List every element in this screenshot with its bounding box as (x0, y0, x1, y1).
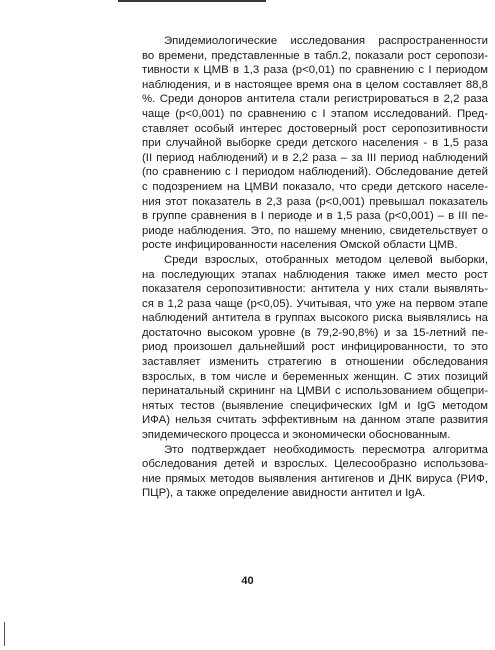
text-line: нятых тестов (выявление специфических IgM и IgG методом (142, 399, 488, 412)
text-line: перинатальный скрининг на ЦМВИ с использованием общепри- (142, 385, 488, 398)
text-line: %. Среди доноров антитела стали регистрироваться в 2,2 раза (142, 93, 488, 106)
text-line: показателя серопозитивности: антитела у них стали выявлять- (142, 283, 488, 296)
text-line: при случайной выборке среди детского населения - в 1,5 раза (142, 137, 488, 150)
text-line: росте инфицированности населения Омской области ЦМВ. (142, 239, 458, 252)
body-text (142, 34, 488, 501)
text-line: риоде наблюдения. Это, по нашему мнению, свидетельствует о (142, 224, 488, 237)
text-line: Среди взрослых, отобранных методом целевой выборки, (164, 253, 488, 266)
text-line: ся в 1,2 раза чаще (p<0,05). Учитывая, что уже на первом этапе (142, 297, 488, 310)
paragraph-2 (142, 253, 488, 443)
text-line: на последующих этапах наблюдения также имел место рост (142, 268, 488, 281)
text-line: ставляет особый интерес достоверный рост серопозитивности (142, 122, 488, 135)
scan-margin-mark (4, 622, 5, 646)
text-line: наблюдений антитела в группах высокого риска выявлялись на (142, 312, 488, 325)
page-number: 40 (241, 575, 254, 587)
text-line: тивности к ЦМВ в 1,3 раза (p<0,01) по сравнению с I периодом (142, 64, 488, 77)
text-line: (II период наблюдений) и в 2,2 раза – за III период наблюдений (142, 151, 488, 164)
text-line: взрослых, в том числе и беременных женщин. С этих позиций (142, 370, 488, 383)
paragraph-1 (142, 34, 488, 253)
text-line: Эпидемиологические исследования распространенности (164, 35, 488, 47)
text-line: достаточно высоком уровне (в 79,2-90,8%) и за 15-летний пе- (142, 326, 488, 339)
text-line: в группе сравнения в I периоде и в 1,5 раза (p<0,001) – в III пе- (142, 210, 488, 223)
text-line: ИФА) нельзя считать эффективным на данном этапе развития (142, 414, 488, 427)
top-rule (118, 0, 266, 2)
text-line: (по сравнению с I периодом наблюдений). Обследование детей (142, 166, 488, 179)
paragraph-3 (142, 443, 488, 501)
text-line: Это подтверждает необходимость пересмотра алгоритма (164, 443, 488, 456)
text-line: наблюдения, и в настоящее время она в целом составляет 88,8 (142, 78, 488, 91)
text-line: ПЦР), а также определение авидности антител и IgA. (142, 487, 426, 500)
text-line: обследования детей и взрослых. Целесообразно использова- (142, 458, 488, 471)
text-line: риод произошел дальнейший рост инфицированности, то это (142, 341, 488, 354)
text-line: эпидемического процесса и экономически обоснованным. (142, 429, 451, 442)
text-line: ния этот показатель в 2,3 раза (p<0,001) превышал показатель (142, 195, 488, 208)
text-line: во времени, представленные в табл.2, показали рост серопози- (142, 49, 488, 62)
text-line: ние прямых методов выявления антигенов и ДНК вируса (РИФ, (142, 472, 488, 485)
text-line: заставляет изменить стратегию в отношении обследования (142, 356, 488, 369)
text-line: с подозрением на ЦМВИ показало, что среди детского населе- (142, 180, 488, 193)
text-line: чаще (p<0,001) по сравнению с I этапом исследований. Пред- (142, 107, 488, 120)
